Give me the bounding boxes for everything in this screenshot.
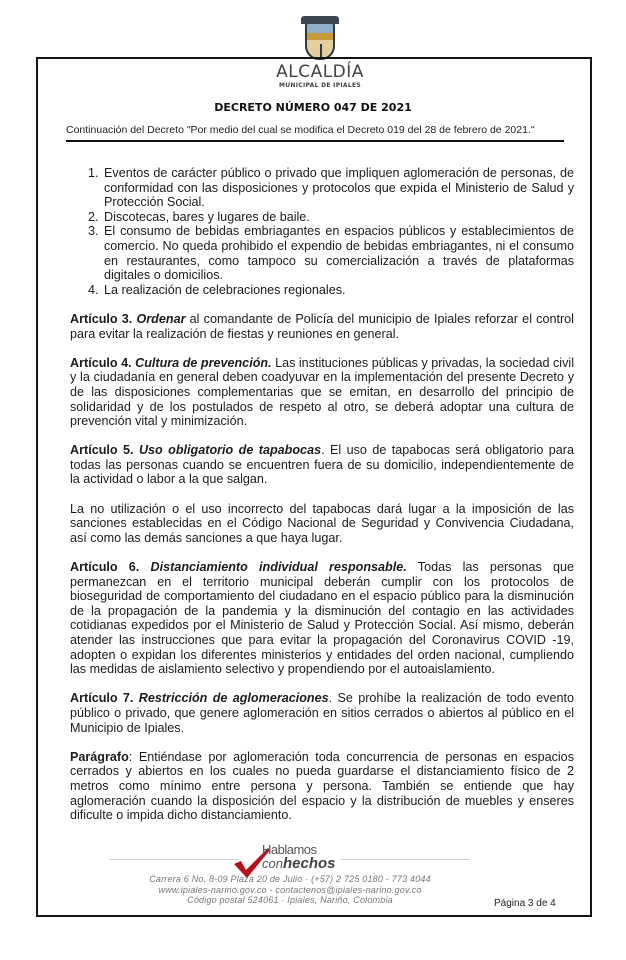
article-5	[70, 443, 574, 487]
article-label: Artículo 5.	[70, 443, 134, 458]
logo-subtitle: MUNICIPAL DE IPIALES	[278, 82, 362, 89]
paragrafo	[70, 750, 574, 823]
article-heading: Restricción de aglomeraciones	[138, 691, 329, 706]
paragrafo-text: : Entiéndase por aglomeración toda concurrencia de personas en espacios cerrados y abiertos en los cuales no pueda guardarse el distanciamiento físico de 2 metros como mínimo entre persona y persona. También se entiende que hay aglomeración cuando la disposición del espacio y la distribución de muebles y enseres dificulte o impida dicho distanciamiento.	[70, 749, 574, 823]
list-item: 2. Discotecas, bares y lugares de baile.	[102, 210, 574, 225]
article-heading: Cultura de prevención.	[135, 355, 272, 370]
article-4	[70, 356, 574, 429]
prohibited-activities-list	[70, 166, 574, 297]
article-heading: Distanciamiento individual responsable.	[150, 560, 407, 575]
article-heading: Uso obligatorio de tapabocas	[138, 443, 322, 458]
logo-title: ALCALDÍA	[276, 62, 364, 82]
address-line: Carrera 6 No. 8-09 Plaza 20 de Julio · (+57) 2 725 0180 - 773 4044	[149, 874, 431, 884]
slogan-con-hechos: conhechos	[262, 855, 336, 872]
article-label: Artículo 6.	[70, 560, 140, 575]
page-number: Página 3 de 4	[494, 898, 556, 909]
article-text: Las instituciones públicas y privadas, la sociedad civil y la ciudadanía en general deben coadyuvar en la implementación del presente Decreto y de las disposiciones complementarias que se emitan, en desarrollo del principio de solidaridad y de los postulados de respeto al otro, se deberá adoptar una cultura de prevención vital y minimización.	[70, 355, 575, 429]
article-5-sanctions	[70, 502, 574, 546]
footer-divider-left	[110, 859, 238, 860]
footer-address	[100, 874, 480, 906]
web-email-line: www.ipiales-narino.gov.co - contactenos@ipiales-narino.gov.co	[158, 884, 422, 895]
footer-divider-right	[340, 859, 470, 860]
article-text: al comandante de Policía del municipio de Ipiales reforzar el control para evitar la realización de fiestas y reuniones en general.	[70, 311, 574, 341]
article-heading: Ordenar	[136, 311, 186, 326]
postal-line: Código postal 524061 · Ipiales, Nariño, Colombia	[187, 895, 393, 905]
article-text: Todas las personas que permanezcan en el territorio municipal deberán cumplir con los protocolos de bioseguridad de comportamiento del ciudadano en el espacio público para la disminución de la propagación de la pandemia y la disminución del contagio en las actividades cotidianas expedidos por el Ministerio de Salud y Protección Social. Así mismo, deberán atender las instrucciones que para evitar la propagación del Coronavirus COVID -19, adopten o expidan los diferentes ministerios y entidades del orden nacional, cumpliendo las medidas de aislamiento selectivo y propendiendo por el autoaislamiento.	[70, 560, 574, 677]
document-body	[70, 166, 574, 837]
article-text: . El uso de tapabocas será obligatorio para todas las personas cuando se encuentren fuera de su domicilio, independientemente de la actividad o labor a la que salgan.	[70, 443, 575, 487]
slogan-hablamos: Hablamos	[262, 842, 317, 857]
list-item: 3. El consumo de bebidas embriagantes en espacios públicos y establecimientos de comercio. No queda prohibido el expendio de bebidas embriagantes, ni el consumo en restaurantes, como tampoco su comercialización a través de plataformas digitales o domicilios.	[102, 224, 574, 282]
slogan-logo	[232, 842, 352, 876]
paragrafo-label: Parágrafo	[70, 749, 129, 764]
paragraph-text: La no utilización o el uso incorrecto del tapabocas dará lugar a la imposición de las sanciones establecidas en el Código Nacional de Seguridad y Convivencia Ciudadana, así como las demás sanciones a que haya lugar.	[70, 501, 574, 545]
continuation-line: Continuación del Decreto "Por medio del cual se modifica el Decreto 019 del 28 de febrero de 2021."	[66, 124, 564, 142]
article-label: Artículo 4.	[70, 355, 132, 370]
list-item: 4. La realización de celebraciones regionales.	[102, 283, 574, 298]
article-text: . Se prohíbe la realización de todo evento público o privado, que genere aglomeración en sitios cerrados o abiertos al público en el Municipio de Ipiales.	[70, 691, 574, 735]
article-label: Artículo 3.	[70, 311, 133, 326]
article-7	[70, 691, 574, 735]
article-3	[70, 312, 574, 341]
list-item: 1. Eventos de carácter público o privado que impliquen aglomeración de personas, de conformidad con las disposiciones y protocolos que expida el Ministerio de Salud y Protección Social.	[102, 166, 574, 210]
decree-title: DECRETO NÚMERO 047 DE 2021	[214, 101, 412, 114]
article-label: Artículo 7.	[70, 691, 134, 706]
coat-of-arms-icon	[305, 20, 335, 60]
article-6	[70, 560, 574, 677]
